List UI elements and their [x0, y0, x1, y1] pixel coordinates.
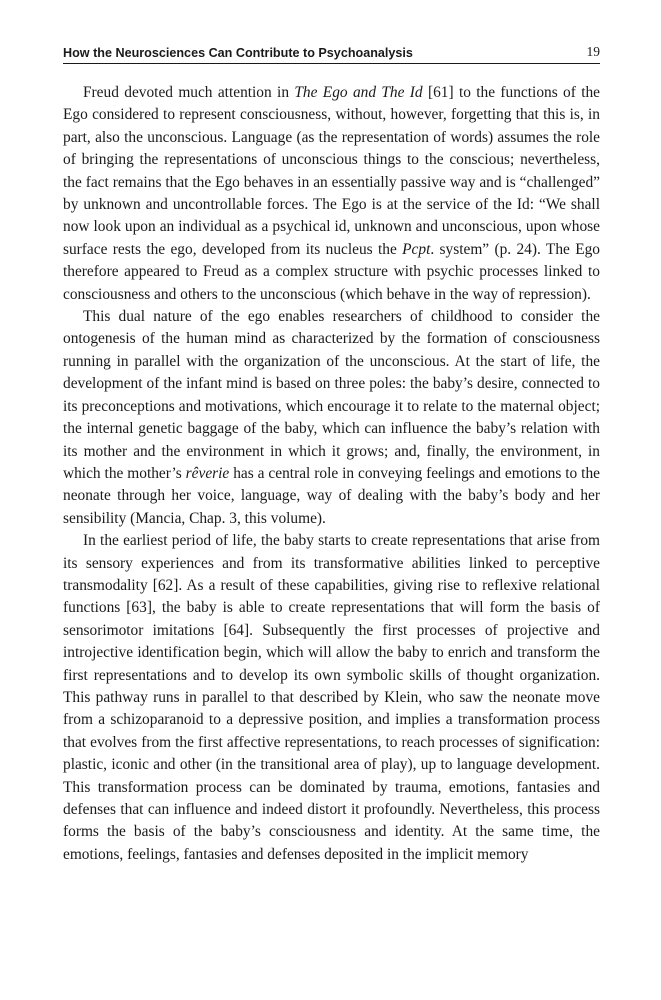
running-header [63, 40, 600, 64]
page-number: 19 [586, 44, 600, 59]
paragraph-1-text: [61] to the functions of the Ego considered to represent consciousness, without, however, forgetting that this is, in part, also the unconscious. Language (as the representation of words) assumes the role of bringing the representations of unconscious things to the conscious; nevertheless, the fact remains that the Ego behaves in an essentially passive way and is “challenged” by unknown and uncontrollable forces. The Ego is at the service of the Id: “We shall now look upon an individual as a psychical id, unknown and unconscious, upon whose surface rests the ego, developed from its nucleus the [63, 84, 601, 258]
paragraph-1 [63, 82, 600, 306]
paragraph-1-text: . system” (p. 24). The Ego therefore appeared to Freud as a complex structure with psychic processes linked to consciousness and others to the unconscious (which behave in the way of repression). [63, 240, 600, 303]
book-page [63, 40, 600, 866]
paragraph-2-text: has a central role in conveying feelings and emotions to the neonate through her voice, language, way of dealing with the baby’s body and her sensibility (Mancia, Chap. 3, this volume). [63, 464, 600, 527]
paragraph-3-text: In the earliest period of life, the baby starts to create representations that arise from its sensory experiences and from its transformative abilities linked to perceptive transmodality [62]. As a result of these capabilities, giving rise to reflexive relational functions [63], the baby is able to create representations that will form the basis of sensorimotor imitations [64]. Subsequently the first processes of projective and introjective identification begin, which will allow the baby to enrich and transform the first representations and to develop its own symbolic skills of thought organization. This pathway runs in parallel to that described by Klein, who saw the neonate move from a schizoparanoid to a depressive position, and implies a transformation process that evolves from the first affective representations, to reach processes of signification: plastic, iconic and other (in the transitional area of play), up to language development. This transformation process can be dominated by trauma, emotions, fantasies and defenses that can influence and indeed distort it profoundly. Nevertheless, this process forms the basis of the baby’s consciousness and identity. At the same time, the emotions, feelings, fantasies and defenses deposited in the implicit memory [63, 532, 600, 863]
book-title-ego-and-id: The Ego and The Id [294, 84, 423, 101]
running-title: How the Neurosciences Can Contribute to Psychoanalysis [63, 46, 413, 60]
term-reverie: rêverie [185, 464, 230, 482]
paragraph-2-text: This dual nature of the ego enables researchers of childhood to consider the ontogenesis of the human mind as characterized by the formation of consciousness running in parallel with the organization of the unconscious. At the start of life, the development of the infant mind is based on three poles: the baby’s desire, connected to its preconceptions and motivations, which encourage it to relate to the maternal object; the internal genetic baggage of the baby, which can influence the baby’s relation with its mother and the environment in which it grows; and, finally, the environment, in which the mother’s [63, 308, 600, 482]
paragraph-2 [63, 306, 600, 530]
term-pcpt: Pcpt [402, 240, 431, 258]
paragraph-3 [63, 530, 600, 866]
paragraph-1-text: Freud devoted much attention in [83, 84, 295, 101]
body-text [63, 82, 600, 866]
